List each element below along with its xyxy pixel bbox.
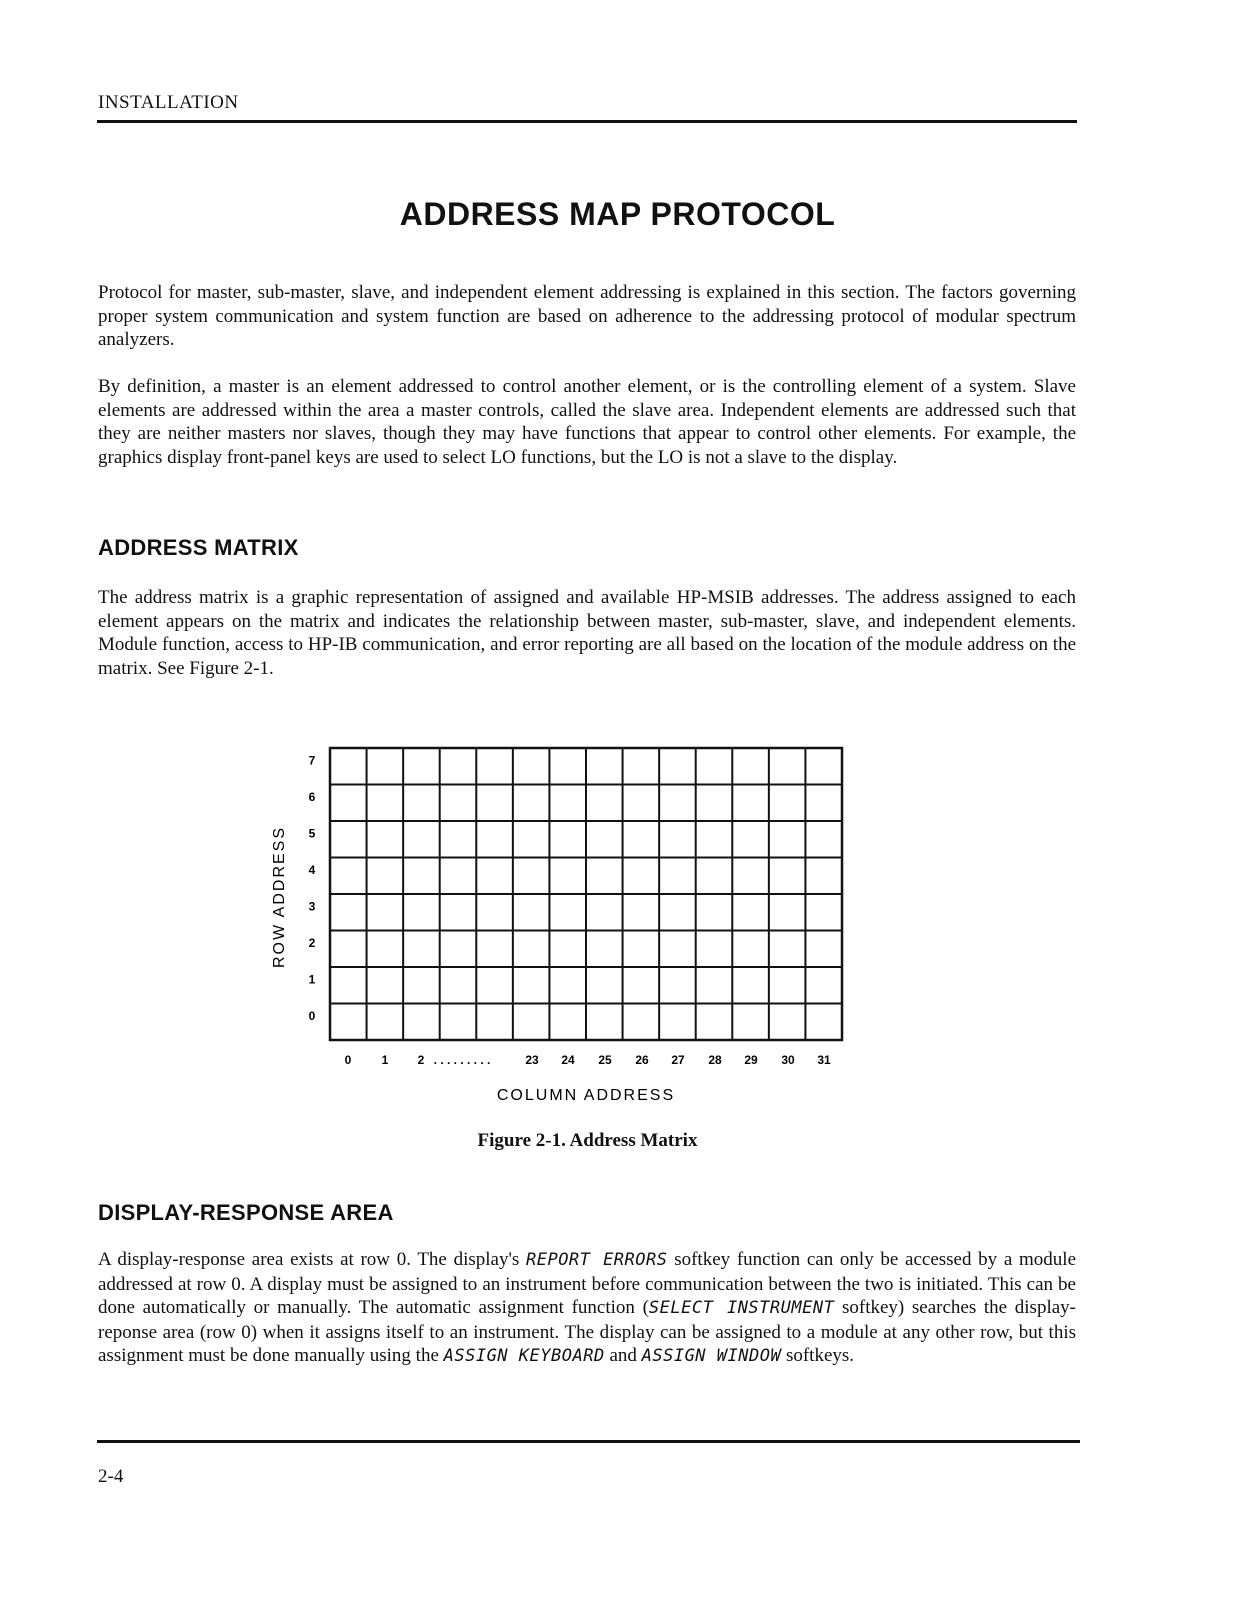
footer-rule bbox=[97, 1440, 1080, 1443]
display-response-paragraph bbox=[98, 1248, 1076, 1369]
softkey-select-instrument: SELECT INSTRUMENT bbox=[648, 1298, 835, 1318]
column-label: 29 bbox=[744, 1053, 758, 1067]
row-label: 1 bbox=[308, 972, 316, 987]
section-heading-display-response: DISPLAY-RESPONSE AREA bbox=[98, 1200, 394, 1225]
section-heading-address-matrix: ADDRESS MATRIX bbox=[98, 535, 299, 560]
column-label: 27 bbox=[671, 1053, 685, 1067]
header-rule bbox=[97, 120, 1077, 123]
column-axis-label: COLUMN ADDRESS bbox=[496, 1087, 676, 1104]
display-response-text-4: and bbox=[604, 1345, 642, 1366]
running-head: INSTALLATION bbox=[98, 92, 239, 113]
column-label: . . . . . . . . . bbox=[433, 1053, 491, 1067]
row-label: 5 bbox=[308, 826, 316, 841]
column-label: 30 bbox=[781, 1053, 795, 1067]
column-label: 28 bbox=[708, 1053, 722, 1067]
address-matrix-figure bbox=[0, 740, 1235, 1120]
column-label: 0 bbox=[344, 1053, 352, 1067]
column-label: 26 bbox=[635, 1053, 649, 1067]
display-response-text-1: A display-response area exists at row 0. The display's bbox=[98, 1249, 526, 1270]
page-number: 2-4 bbox=[98, 1466, 124, 1487]
column-label: 1 bbox=[381, 1053, 389, 1067]
row-label: 3 bbox=[308, 899, 316, 914]
address-matrix-paragraph: The address matrix is a graphic representation of assigned and available HP-MSIB addresses. The address assigned to each element appears on the matrix and indicates the relationship between master, sub-master, slave, and independent elements. Module function, access to HP-IB communication, and error reporting are all based on the location of the module address on the matrix. See Figure 2-1. bbox=[98, 587, 1076, 679]
row-label: 6 bbox=[308, 789, 316, 804]
row-label: 0 bbox=[308, 1008, 316, 1023]
column-label: 25 bbox=[598, 1053, 612, 1067]
display-response-text-3: softkey) searches the display-reponse area (row 0) when it assigns itself to an instrument. The display can be assigned to a module at any other row, but this assignment must be done manually using the bbox=[98, 1297, 1076, 1366]
column-label: 2 bbox=[417, 1053, 425, 1067]
row-labels bbox=[309, 753, 316, 1023]
column-label: 23 bbox=[525, 1053, 539, 1067]
row-axis-label: ROW ADDRESS bbox=[271, 825, 288, 969]
softkey-assign-keyboard: ASSIGN KEYBOARD bbox=[443, 1346, 605, 1366]
row-label: 4 bbox=[308, 862, 316, 877]
column-labels bbox=[345, 1053, 831, 1067]
row-label: 2 bbox=[308, 935, 316, 950]
row-label: 7 bbox=[308, 753, 316, 768]
intro-paragraph-1: Protocol for master, sub-master, slave, and independent element addressing is explained in this section. The factors governing proper system communication and system function are based on adherence to the addressing protocol of modular spectrum analyzers. bbox=[98, 282, 1076, 350]
display-response-text-5: softkeys. bbox=[781, 1345, 855, 1366]
column-label: 24 bbox=[561, 1053, 575, 1067]
figure-caption: Figure 2-1. Address Matrix bbox=[477, 1130, 698, 1151]
column-label: 31 bbox=[817, 1053, 831, 1067]
intro-paragraph-2: By definition, a master is an element addressed to control another element, or is the controlling element of a system. Slave elements are addressed within the area a master controls, called the slave area. Independent elements are addressed such that they are neither masters nor slaves, though they may have functions that appear to control other elements. For example, the graphics display front-panel keys are used to select LO functions, but the LO is not a slave to the display. bbox=[98, 376, 1076, 468]
softkey-assign-window: ASSIGN WINDOW bbox=[641, 1346, 782, 1366]
softkey-report-errors: REPORT ERRORS bbox=[525, 1250, 668, 1270]
page-title: ADDRESS MAP PROTOCOL bbox=[399, 196, 836, 232]
matrix-grid bbox=[330, 748, 842, 1040]
display-response-text-2: softkey function can only be accessed by a module addressed at row 0. A display must be assigned to an instrument before communication between the two is initiated. This can be done automatically or manually. The automatic assignment function ( bbox=[98, 1249, 1076, 1318]
